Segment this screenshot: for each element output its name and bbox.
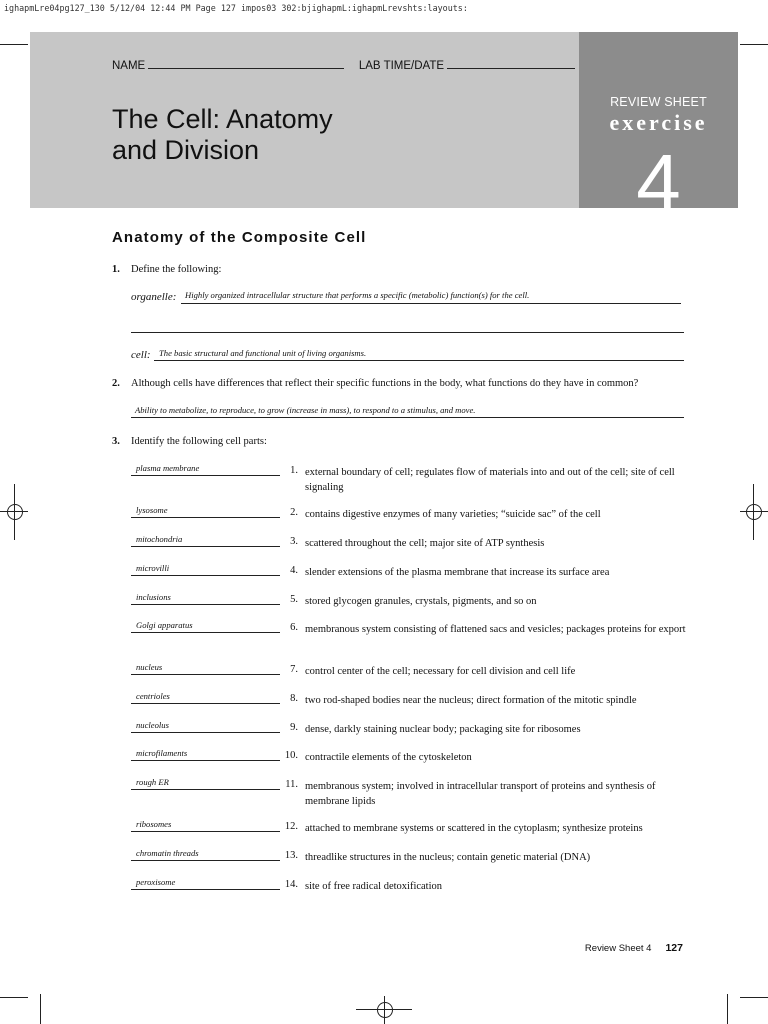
exercise-label: exercise (609, 110, 708, 135)
cell-label: cell: (131, 349, 151, 361)
item-number: 5. (290, 594, 298, 605)
name-field-line[interactable] (148, 58, 344, 69)
item-description: threadlike structures in the nucleus; contain genetic material (DNA) (305, 852, 591, 863)
crop-mark (740, 44, 768, 45)
item-description: slender extensions of the plasma membrane that increase its surface area (305, 567, 610, 578)
q2-answer: Ability to metabolize, to reproduce, to grow (increase in mass), to respond to a stimulus, and move. (135, 405, 476, 415)
item-description: scattered throughout the cell; major site of ATP synthesis (305, 538, 545, 549)
cell-part-answer: chromatin threads (136, 848, 199, 858)
lab-time-date-label: LAB TIME/DATE (358, 60, 445, 72)
item-description: membranous system consisting of flattened sacs and vesicles; packages proteins for export (305, 624, 686, 635)
answer-line[interactable] (131, 889, 280, 890)
cell-answer: The basic structural and functional unit of living organisms. (159, 348, 367, 358)
crop-mark (0, 44, 28, 45)
section-title: Anatomy of the Composite Cell (112, 229, 367, 246)
cell-part-answer: microvilli (136, 563, 170, 573)
cell-part-answer: plasma membrane (136, 463, 200, 473)
name-label: NAME (112, 60, 146, 72)
answer-line[interactable] (131, 475, 280, 476)
item-description: external boundary of cell; regulates flow of materials into and out of the cell; site of cell signaling (305, 467, 675, 493)
item-description: control center of the cell; necessary for cell division and cell life (305, 666, 576, 677)
cell-part-answer: peroxisome (136, 877, 176, 887)
organelle-label: organelle: (131, 291, 177, 303)
cell-part-answer: rough ER (136, 777, 169, 787)
page-footer (585, 942, 683, 954)
lab-time-date-field-line[interactable] (447, 58, 575, 69)
item-number: 6. (290, 622, 298, 633)
item-number: 3. (290, 536, 298, 547)
crop-mark (0, 997, 28, 998)
item-number: 11. (285, 779, 298, 790)
answer-line[interactable] (131, 860, 280, 861)
item-number: 10. (284, 750, 298, 761)
review-sheet-label: REVIEW SHEET (610, 95, 707, 109)
answer-line[interactable] (131, 417, 684, 418)
item-number: 4. (290, 565, 298, 576)
item-number: 7. (290, 664, 298, 675)
cell-part-answer: nucleolus (136, 720, 169, 730)
item-number: 8. (290, 693, 298, 704)
page-number: 127 (665, 942, 683, 954)
item-description: two rod-shaped bodies near the nucleus; direct formation of the mitotic spindle (305, 695, 637, 706)
cell-part-answer: inclusions (136, 592, 171, 602)
answer-line[interactable] (131, 831, 280, 832)
answer-line[interactable] (131, 732, 280, 733)
organelle-answer: Highly organized intracellular structure that performs a specific (metabolic) function(s) for the cell. (185, 290, 530, 300)
item-description: site of free radical detoxification (305, 881, 443, 892)
cell-part-answer: ribosomes (136, 819, 172, 829)
item-number: 9. (290, 722, 298, 733)
item-description: membranous system; involved in intracellular transport of proteins and synthesis of membrane lipids (305, 781, 656, 807)
crop-mark (740, 997, 768, 998)
answer-line[interactable] (131, 674, 280, 675)
answer-line[interactable] (181, 303, 681, 304)
item-number: 1. (290, 465, 298, 476)
cell-part-answer: lysosome (136, 505, 168, 515)
item-number: 2. (290, 507, 298, 518)
question-prompt: Identify the following cell parts: (131, 436, 267, 447)
item-number: 14. (284, 879, 298, 890)
footer-label: Review Sheet 4 (584, 943, 652, 954)
exercise-number: 4 (636, 138, 681, 227)
name-lab-row (112, 58, 575, 72)
item-number: 12. (284, 821, 298, 832)
answer-line[interactable] (131, 517, 280, 518)
answer-line[interactable] (131, 703, 280, 704)
item-description: attached to membrane systems or scattered in the cytoplasm; synthesize proteins (305, 823, 643, 834)
item-description: stored glycogen granules, crystals, pigments, and so on (305, 596, 537, 607)
question-number: 3. (112, 436, 120, 447)
cell-part-answer: centrioles (136, 691, 170, 701)
crop-mark (727, 994, 728, 1024)
exercise-panel (579, 32, 738, 227)
answer-line[interactable] (131, 604, 280, 605)
answer-line[interactable] (131, 760, 280, 761)
print-slug: ighapmLre04pg127_130 5/12/04 12:44 PM Page 127 impos03 302:bjighapmL:ighapmLrevshts:layouts: (4, 3, 468, 13)
question-prompt: Although cells have differences that reflect their specific functions in the body, what functions do they have in common? (131, 378, 639, 389)
answer-line[interactable] (131, 632, 280, 633)
item-description: contains digestive enzymes of many varieties; “suicide sac” of the cell (305, 509, 601, 520)
item-number: 13. (284, 850, 298, 861)
answer-line[interactable] (131, 546, 280, 547)
cell-part-answer: Golgi apparatus (136, 620, 193, 630)
item-description: dense, darkly staining nuclear body; packaging site for ribosomes (305, 724, 581, 735)
answer-line[interactable] (131, 332, 684, 333)
answer-line[interactable] (131, 789, 280, 790)
cell-part-answer: mitochondria (136, 534, 183, 544)
question-prompt: Define the following: (131, 264, 222, 275)
item-description: contractile elements of the cytoskeleton (305, 752, 472, 763)
page-title: The Cell: Anatomy and Division (112, 104, 333, 165)
crop-mark (40, 994, 41, 1024)
cell-part-answer: microfilaments (136, 748, 188, 758)
answer-line[interactable] (131, 575, 280, 576)
answer-line[interactable] (154, 360, 684, 361)
question-number: 2. (112, 378, 120, 389)
cell-part-answer: nucleus (136, 662, 163, 672)
question-number: 1. (112, 264, 120, 275)
